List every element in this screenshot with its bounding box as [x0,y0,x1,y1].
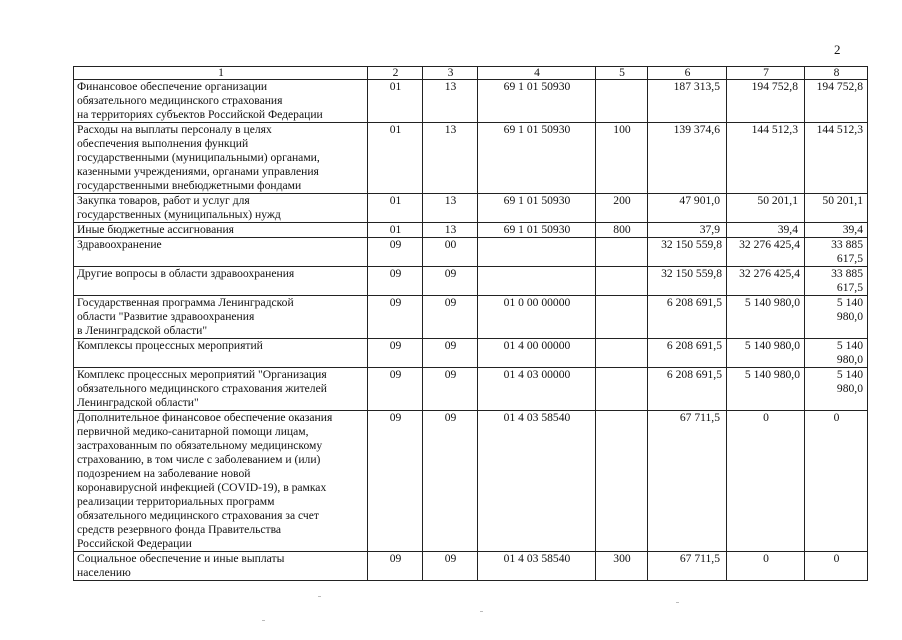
amount-year-1: 47 901,0 [648,194,727,223]
target-article-code: 01 4 03 58540 [478,411,596,552]
target-article-code: 69 1 01 50930 [478,194,596,223]
target-article-code: 69 1 01 50930 [478,223,596,238]
scan-speck [262,620,265,621]
table-row [74,296,868,339]
amount-year-1: 37,9 [648,223,727,238]
section-code: 09 [368,411,423,552]
table-row [74,552,868,581]
section-code: 09 [368,339,423,368]
page-number: 2 [834,42,841,57]
column-header: 8 [805,67,868,80]
target-article-code: 01 4 03 00000 [478,368,596,411]
target-article-code: 01 0 00 00000 [478,296,596,339]
expense-type-code: 800 [596,223,648,238]
column-header: 6 [648,67,727,80]
amount-year-3: 39,4 [805,223,868,238]
expense-type-code [596,296,648,339]
amount-year-2: 0 [727,552,805,581]
amount-year-1: 6 208 691,5 [648,368,727,411]
section-code: 01 [368,194,423,223]
table-row [74,411,868,552]
amount-year-1: 6 208 691,5 [648,339,727,368]
amount-year-1: 32 150 559,8 [648,267,727,296]
subsection-code: 13 [423,123,478,194]
amount-year-3: 194 752,8 [805,80,868,123]
amount-year-1: 6 208 691,5 [648,296,727,339]
amount-year-2: 39,4 [727,223,805,238]
amount-year-1: 67 711,5 [648,552,727,581]
row-name: Расходы на выплаты персоналу в целях обеспечения выполнения функций государственными (муниципальными) органами, казенными учреждениями, органами управления государственными внебюджетными фондами [74,123,368,194]
amount-year-1: 32 150 559,8 [648,238,727,267]
subsection-code: 09 [423,552,478,581]
table-row [74,123,868,194]
section-code: 09 [368,267,423,296]
table-row [74,223,868,238]
expense-type-code [596,339,648,368]
row-name: Государственная программа Ленинградской области "Развитие здравоохранения в Ленинградской области" [74,296,368,339]
scan-speck [480,611,483,612]
subsection-code: 09 [423,267,478,296]
amount-year-1: 139 374,6 [648,123,727,194]
expense-type-code [596,368,648,411]
amount-year-2: 32 276 425,4 [727,267,805,296]
amount-year-3: 5 140 980,0 [805,368,868,411]
amount-year-1: 187 313,5 [648,80,727,123]
expense-type-code: 300 [596,552,648,581]
section-code: 01 [368,80,423,123]
subsection-code: 09 [423,296,478,339]
target-article-code: 69 1 01 50930 [478,123,596,194]
column-header: 3 [423,67,478,80]
expense-type-code [596,267,648,296]
column-header: 1 [74,67,368,80]
amount-year-3: 33 885 617,5 [805,238,868,267]
amount-year-3: 5 140 980,0 [805,339,868,368]
expense-type-code: 100 [596,123,648,194]
expense-type-code [596,238,648,267]
target-article-code: 69 1 01 50930 [478,80,596,123]
table-row [74,80,868,123]
header-row [74,67,868,80]
section-code: 01 [368,123,423,194]
amount-year-3: 5 140 980,0 [805,296,868,339]
row-name: Закупка товаров, работ и услуг для государственных (муниципальных) нужд [74,194,368,223]
column-header: 5 [596,67,648,80]
amount-year-2: 32 276 425,4 [727,238,805,267]
budget-table [73,66,868,581]
subsection-code: 13 [423,194,478,223]
row-name: Социальное обеспечение и иные выплаты населению [74,552,368,581]
expense-type-code: 200 [596,194,648,223]
amount-year-3: 144 512,3 [805,123,868,194]
section-code: 09 [368,238,423,267]
target-article-code: 01 4 00 00000 [478,339,596,368]
column-header: 4 [478,67,596,80]
target-article-code [478,267,596,296]
row-name: Здравоохранение [74,238,368,267]
subsection-code: 09 [423,368,478,411]
section-code: 09 [368,552,423,581]
amount-year-2: 0 [727,411,805,552]
amount-year-2: 5 140 980,0 [727,296,805,339]
amount-year-3: 0 [805,552,868,581]
target-article-code [478,238,596,267]
expense-type-code [596,80,648,123]
row-name: Иные бюджетные ассигнования [74,223,368,238]
subsection-code: 13 [423,80,478,123]
row-name: Дополнительное финансовое обеспечение оказания первичной медико-санитарной помощи лицам, застрахованным по обязательному медицинскому страхованию, в том числе с заболеванием и (или) подозрением на заболевание новой коронавирусной инфекцией (COVID-19), в рамках реализации территориальных программ обязательного медицинского страхования за счет средств резервного фонда Правительства Российской Федерации [74,411,368,552]
row-name: Комплексы процессных мероприятий [74,339,368,368]
amount-year-3: 50 201,1 [805,194,868,223]
row-name: Финансовое обеспечение организации обязательного медицинского страхования на территориях субъектов Российской Федерации [74,80,368,123]
table-row [74,238,868,267]
amount-year-2: 50 201,1 [727,194,805,223]
section-code: 09 [368,368,423,411]
scan-speck [318,596,321,597]
row-name: Комплекс процессных мероприятий "Организация обязательного медицинского страхования жителей Ленинградской области" [74,368,368,411]
amount-year-3: 0 [805,411,868,552]
amount-year-3: 33 885 617,5 [805,267,868,296]
section-code: 09 [368,296,423,339]
table-row [74,267,868,296]
table-row [74,194,868,223]
subsection-code: 09 [423,411,478,552]
amount-year-2: 194 752,8 [727,80,805,123]
section-code: 01 [368,223,423,238]
amount-year-2: 144 512,3 [727,123,805,194]
subsection-code: 00 [423,238,478,267]
amount-year-2: 5 140 980,0 [727,339,805,368]
row-name: Другие вопросы в области здравоохранения [74,267,368,296]
subsection-code: 09 [423,339,478,368]
column-header: 7 [727,67,805,80]
table-row [74,368,868,411]
table-row [74,339,868,368]
target-article-code: 01 4 03 58540 [478,552,596,581]
expense-type-code [596,411,648,552]
column-header: 2 [368,67,423,80]
scan-speck [676,602,679,603]
amount-year-2: 5 140 980,0 [727,368,805,411]
subsection-code: 13 [423,223,478,238]
amount-year-1: 67 711,5 [648,411,727,552]
